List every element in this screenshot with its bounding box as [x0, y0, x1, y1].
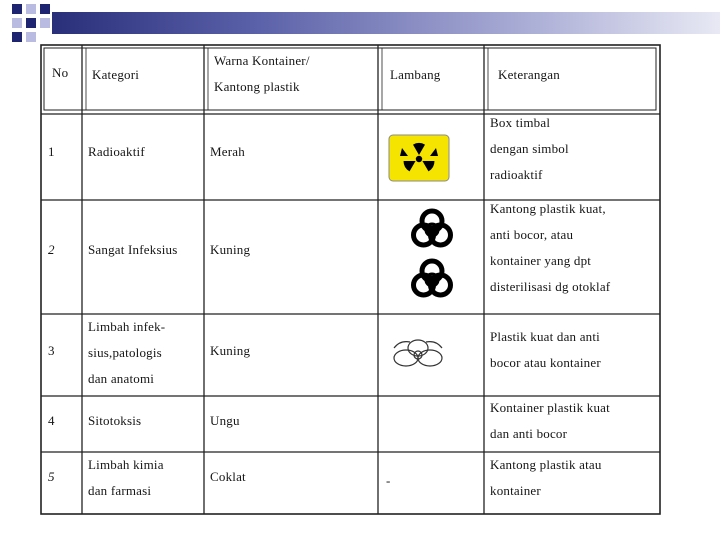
row2-kategori	[88, 237, 178, 263]
header-no: No	[52, 65, 69, 80]
row1-keterangan-line: Box timbal	[490, 115, 551, 130]
row3-warna: Kuning	[210, 343, 251, 358]
row3-keterangan-line: bocor atau kontainer	[490, 355, 601, 370]
row3-no: 3	[48, 343, 55, 358]
row5-keterangan-line: kontainer	[490, 483, 541, 498]
row5-kategori-line: dan farmasi	[88, 483, 152, 498]
row3-kategori	[88, 314, 165, 392]
row1-kategori-line: Radioaktif	[88, 144, 145, 159]
slide-header-decoration	[0, 0, 720, 44]
deco-square	[12, 18, 22, 28]
deco-square	[26, 18, 36, 28]
row5-kategori-line: Limbah kimia	[88, 457, 164, 472]
row2-keterangan-line: kontainer yang dpt	[490, 253, 592, 268]
row3-kategori-line: dan anatomi	[88, 371, 155, 386]
header-warna-line1: Warna Kontainer/	[214, 53, 310, 68]
row1-no: 1	[48, 144, 55, 159]
row1-keterangan-line: dengan simbol	[490, 141, 569, 156]
header-lambang: Lambang	[390, 67, 441, 82]
row2-keterangan	[490, 196, 610, 300]
row5-keterangan-line: Kantong plastik atau	[490, 457, 602, 472]
row5-no: 5	[48, 469, 55, 484]
row5-kategori	[88, 452, 164, 504]
header-warna	[214, 48, 310, 100]
biohazard-icon	[396, 204, 468, 309]
row5-warna: Coklat	[210, 469, 246, 484]
row2-keterangan-line: anti bocor, atau	[490, 227, 574, 242]
deco-square	[26, 4, 36, 14]
deco-square	[40, 4, 50, 14]
biohazard-outline-icon	[390, 334, 446, 379]
deco-square	[40, 18, 50, 28]
row3-kategori-line: Limbah infek-	[88, 319, 166, 334]
row4-warna: Ungu	[210, 413, 240, 428]
waste-category-table	[40, 44, 662, 516]
header-warna-line2: Kantong plastik	[214, 79, 300, 94]
deco-square	[26, 32, 36, 42]
radiation-icon	[388, 134, 450, 187]
row2-warna: Kuning	[210, 242, 251, 257]
deco-square	[12, 4, 22, 14]
row1-warna: Merah	[210, 144, 245, 159]
row4-no: 4	[48, 413, 55, 428]
row4-keterangan-line: Kontainer plastik kuat	[490, 400, 610, 415]
deco-square	[12, 32, 22, 42]
row4-kategori	[88, 408, 141, 434]
row3-keterangan-line: Plastik kuat dan anti	[490, 329, 600, 344]
row4-kategori-line: Sitotoksis	[88, 413, 142, 428]
row4-keterangan	[490, 395, 610, 447]
header-kategori: Kategori	[92, 67, 140, 82]
row2-no: 2	[48, 242, 55, 257]
row1-keterangan	[490, 110, 569, 188]
row3-keterangan	[490, 324, 601, 376]
row3-kategori-line: sius,patologis	[88, 345, 162, 360]
header-keterangan: Keterangan	[498, 67, 560, 82]
row4-keterangan-line: dan anti bocor	[490, 426, 568, 441]
row5-lambang: -	[386, 473, 391, 488]
row2-keterangan-line: disterilisasi dg otoklaf	[490, 279, 611, 294]
row2-keterangan-line: Kantong plastik kuat,	[490, 201, 606, 216]
row2-kategori-line: Sangat Infeksius	[88, 242, 178, 257]
deco-gradient-bar	[52, 12, 720, 34]
row5-keterangan	[490, 452, 602, 504]
row1-kategori	[88, 139, 145, 165]
row1-keterangan-line: radioaktif	[490, 167, 543, 182]
